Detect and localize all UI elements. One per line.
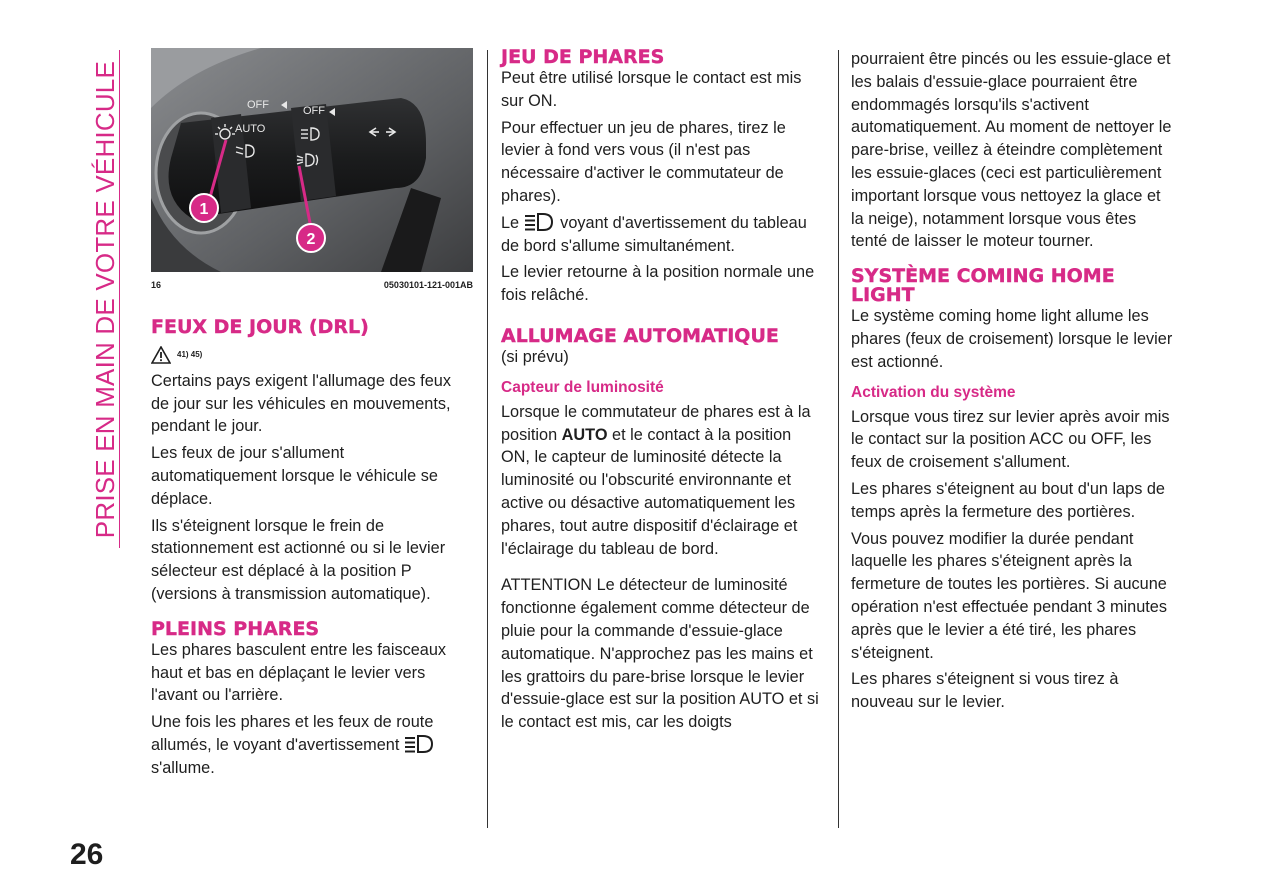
figure-code: 05030101-121-001AB <box>383 280 473 290</box>
figure-headlight-lever <box>151 48 473 272</box>
subheading-system-activation: Activation du système <box>851 383 1016 401</box>
high-beam-indicator-icon <box>404 734 434 754</box>
label-auto: AUTO <box>235 123 266 135</box>
paragraph-text: Le <box>501 213 520 232</box>
paragraph: Pour effectuer un jeu de phares, tirez le levier à fond vers vous (il n'est pas nécessaire d'activer le commutateur de phares). <box>501 118 786 205</box>
figure-caption <box>151 279 473 291</box>
column-right <box>851 48 1176 718</box>
warning-refs: 41) 45) <box>177 350 203 359</box>
callout-1-label: 1 <box>199 201 209 218</box>
paragraph: Les phares s'éteignent si vous tirez à nouveau sur le levier. <box>851 670 1119 712</box>
paragraph <box>151 711 473 779</box>
section-heading-coming-home: SYSTÈME COMING HOME LIGHT <box>851 265 1115 307</box>
auto-keyword: AUTO <box>561 425 608 444</box>
side-chapter-title <box>80 52 130 547</box>
paragraph: Ils s'éteignent lorsque le frein de stationnement est actionné ou si le levier sélecteur est déplacé à la position P (versions à transmission automatique). <box>151 516 446 603</box>
paragraph <box>501 212 823 258</box>
paragraph <box>501 401 823 561</box>
section-heading-drl: FEUX DE JOUR (DRL) <box>151 316 369 338</box>
paragraph-text: Lorsque le commutateur de phares est à la position <box>501 402 811 444</box>
callout-2-label: 2 <box>306 231 316 248</box>
paragraph: Les phares basculent entre les faisceaux haut et bas en déplaçant le levier vers l'avant ou l'arrière. <box>151 640 447 705</box>
side-chapter-title-text: PRISE EN MAIN DE VOTRE VÉHICULE <box>89 60 120 539</box>
paragraph: Le système coming home light allume les phares (feux de croisement) lorsque le levier est actionné. <box>851 307 1173 371</box>
label-off-right: OFF <box>303 105 325 117</box>
section-heading-auto-lighting: ALLUMAGE AUTOMATIQUE <box>501 324 779 347</box>
paragraph: Peut être utilisé lorsque le contact est mis sur ON. <box>501 69 802 110</box>
section-heading-high-beams: PLEINS PHARES <box>151 617 320 640</box>
figure-number: 16 <box>151 280 162 290</box>
attention-paragraph: ATTENTION Le détecteur de luminosité fonctionne également comme détecteur de pluie pour la commande d'essuie-glace automatique. N'approchez pas les mains et les grattoirs du pare-brise lorsque le levier d'essuie-glace est sur la position AUTO et si le contact est mis, car les doigts <box>501 576 819 732</box>
attention-paragraph-continued: pourraient être pincés ou les essuie-glace et les balais d'essuie-glace pourraient être endommagés lorsqu'ils s'activent automatiquement. Au moment de nettoyer le pare-brise, veillez à éteindre complètement les essuie-glaces (ceci est particulièrement important lorsque vous nettoyez la glace et la neige), notamment lorsque vous êtes tenté de laisser le moteur tourner. <box>851 50 1172 251</box>
page-number: 26 <box>70 838 104 871</box>
paragraph: Certains pays exigent l'allumage des feux de jour sur les véhicules en mouvements, pendant le jour. <box>151 371 451 436</box>
high-beam-indicator-icon <box>524 212 554 232</box>
paragraph-text-end: voyant d'avertissement du tableau de bord s'allume simultanément. <box>501 213 807 255</box>
column-divider <box>838 50 839 828</box>
paragraph: Le levier retourne à la position normale une fois relâché. <box>501 263 815 305</box>
column-divider <box>487 50 488 828</box>
paragraph: Lorsque vous tirez sur levier après avoir mis le contact sur la position ACC ou OFF, les feux de croisement s'allument. <box>851 407 1170 472</box>
label-off-left: OFF <box>247 99 269 111</box>
column-left <box>151 48 473 784</box>
paragraph: Les feux de jour s'allument automatiquement lorsque le véhicule se déplace. <box>151 444 438 508</box>
section-heading-flash: JEU DE PHARES <box>501 46 665 68</box>
paragraph: Vous pouvez modifier la durée pendant laquelle les phares s'éteignent après la fermeture de toutes les portières. Si aucune opération n'est effectuée pendant 3 minutes après que le levier a été tiré, les phares s'éteignent. <box>851 529 1167 662</box>
warning-triangle-icon <box>151 346 171 364</box>
paragraph-text-end: s'allume. <box>151 758 215 777</box>
warning-reference <box>151 344 473 367</box>
headlight-lever-illustration <box>151 48 473 272</box>
paragraph: Les phares s'éteignent au bout d'un laps de temps après la fermeture des portières. <box>851 479 1165 521</box>
paragraph-text-end: et le contact à la position ON, le capteur de luminosité détecte la luminosité ou l'obscurité environnante et active ou désactive automatiquement les phares, tout autre dispositif d'éclairage et l'éclairage du tableau de bord. <box>501 425 798 558</box>
side-accent-rule <box>119 50 120 548</box>
availability-note: (si prévu) <box>501 347 569 366</box>
paragraph-text: Une fois les phares et les feux de route allumés, le voyant d'avertissement <box>151 713 434 754</box>
column-middle <box>501 48 823 738</box>
subheading-light-sensor: Capteur de luminosité <box>501 378 664 396</box>
